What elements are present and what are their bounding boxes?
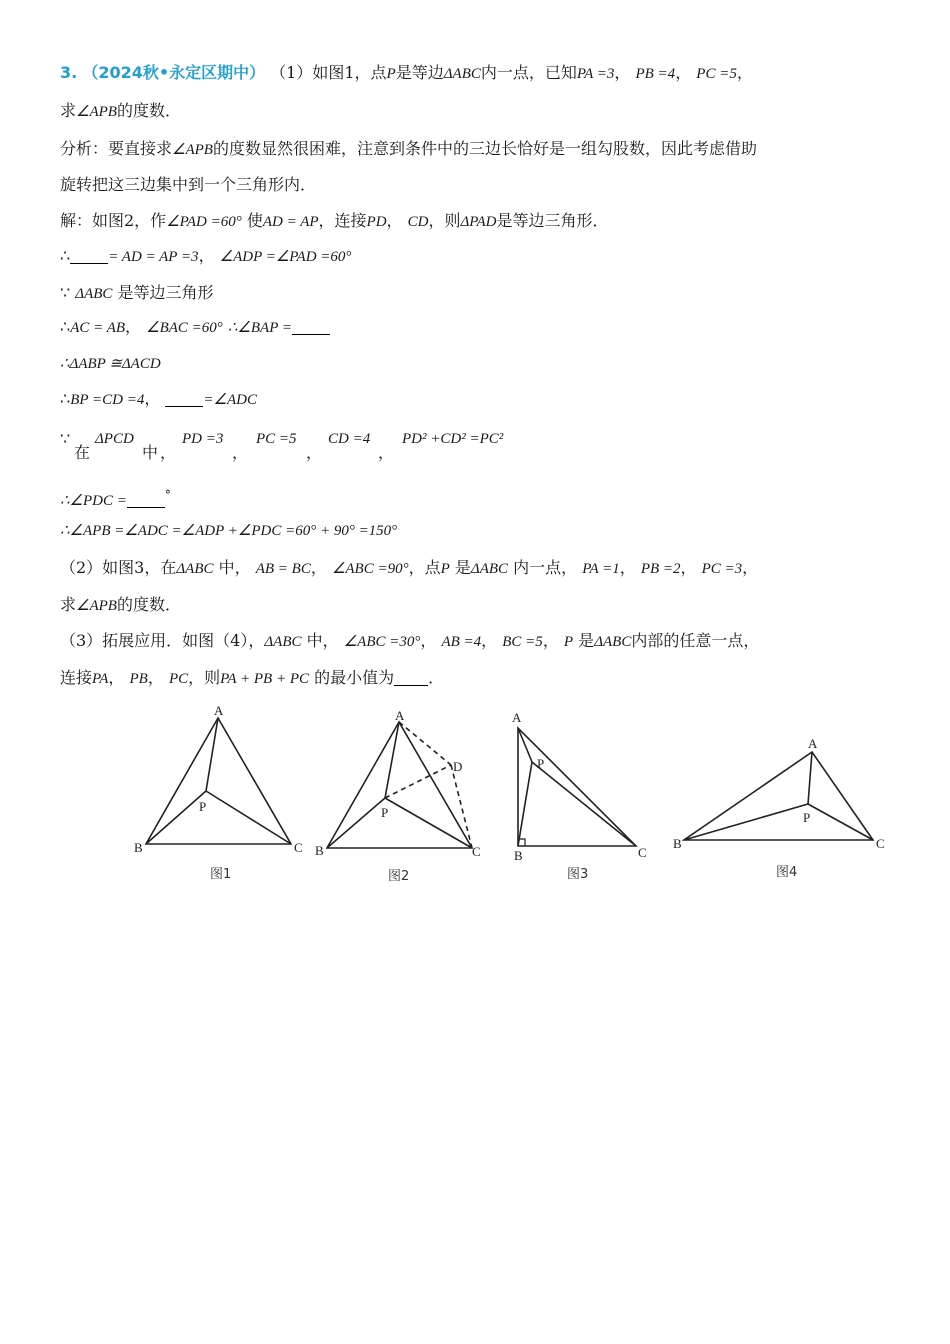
segment-pb: PB bbox=[129, 671, 148, 687]
fig1-label-b: B bbox=[134, 840, 143, 855]
point-p: P bbox=[563, 634, 574, 650]
triangle-abc: ΔABC bbox=[443, 66, 481, 82]
text: 内一点， bbox=[513, 558, 578, 577]
fig3-label-b: B bbox=[514, 848, 523, 863]
part3-line-1: （3）拓展应用．如图（4），ΔABC 中， ∠ABC =30°， AB =4， BC =5， P 是ΔABC内部的任意一点， bbox=[60, 631, 760, 650]
text: 是 bbox=[454, 558, 471, 577]
fig3-label-p: P bbox=[537, 756, 545, 771]
angle-pad: ∠PAD =60° bbox=[166, 214, 242, 230]
analysis-line-2 bbox=[60, 174, 316, 196]
figure-3 bbox=[518, 728, 636, 846]
fig1-segment-pc bbox=[206, 791, 291, 844]
fig2-label-d: D bbox=[453, 759, 463, 774]
text: ，连接 bbox=[318, 211, 367, 230]
pc-value: PC =5 bbox=[696, 66, 737, 82]
text: ，则 bbox=[428, 211, 461, 230]
text: 使 bbox=[246, 211, 263, 230]
problem-number: 3. bbox=[60, 63, 78, 82]
triangle-pcd: ΔPCD bbox=[95, 431, 134, 447]
text: 求 bbox=[60, 595, 77, 614]
fig4-segment-pb bbox=[684, 804, 811, 840]
fig2-segment-dc bbox=[451, 765, 472, 848]
because-symbol: ∵ bbox=[60, 429, 71, 448]
figure-1 bbox=[146, 718, 291, 844]
text: 中， bbox=[306, 631, 339, 650]
text: 是等边 bbox=[395, 63, 444, 82]
part2-intro: （2）如图3，在 bbox=[60, 558, 177, 577]
text: 求 bbox=[60, 101, 77, 120]
triangle-abc: ΔABC bbox=[264, 634, 302, 650]
step-8 bbox=[60, 519, 397, 542]
pa-value: PA =1 bbox=[582, 561, 620, 577]
point-p: P bbox=[386, 66, 396, 82]
equation: ∠BAC =60° bbox=[146, 320, 223, 336]
pb-value: PB =2 bbox=[640, 561, 681, 577]
fig2-segment-pb bbox=[327, 798, 385, 848]
sum-expression: PA + PB + PC bbox=[220, 671, 309, 687]
fig2-segment-ad bbox=[399, 722, 451, 765]
pythagorean-equation: PD² +CD² =PC² bbox=[402, 431, 504, 447]
text: ，点 bbox=[408, 558, 441, 577]
blank-1[interactable] bbox=[70, 247, 108, 264]
pb-value: PB =4 bbox=[635, 66, 676, 82]
text: 中， bbox=[218, 558, 251, 577]
angle-apb: ∠APB bbox=[76, 598, 117, 614]
therefore-symbol: ∴ bbox=[60, 246, 71, 265]
figure-2 bbox=[327, 722, 472, 848]
fig3-label-a: A bbox=[512, 710, 522, 725]
fig2-label-p: P bbox=[381, 805, 389, 820]
fig3-label-c: C bbox=[638, 845, 647, 860]
equation: ∠ABC =30° bbox=[343, 634, 421, 650]
fig2-label-b: B bbox=[315, 843, 324, 858]
equation: AB = BC bbox=[255, 561, 311, 577]
blank-3[interactable] bbox=[165, 390, 203, 407]
fig3-segment-pb bbox=[518, 762, 532, 846]
text: 的度数． bbox=[116, 595, 181, 614]
analysis-line-1 bbox=[60, 138, 757, 161]
fig3-segment-pc bbox=[532, 762, 636, 846]
equation: CD =4 bbox=[328, 431, 371, 447]
angle-apb: ∠APB bbox=[76, 104, 117, 120]
triangle-pad: ΔPAD bbox=[460, 214, 497, 230]
text: ． bbox=[428, 668, 445, 687]
blank-5[interactable] bbox=[394, 669, 428, 686]
equation: = AD = AP =3 bbox=[108, 249, 199, 265]
segment-pd: PD bbox=[366, 214, 387, 230]
text: 内一点，已知 bbox=[480, 63, 577, 82]
problem-line-1: 3. （2024秋•永定区期中） （1）如图1，点P是等边ΔABC内一点，已知PA =3， PB =4， PC =5， bbox=[60, 63, 753, 82]
segment-pc: PC bbox=[168, 671, 189, 687]
because-symbol: ∵ bbox=[60, 283, 71, 302]
segment-pa: PA bbox=[92, 671, 109, 687]
problem-line-2 bbox=[60, 100, 181, 123]
fig4-caption: 图4 bbox=[776, 865, 798, 880]
fig4-segment-pa bbox=[808, 752, 812, 804]
step-3: ∴AC = AB， ∠BAC =60° ∴∠BAP = bbox=[60, 316, 330, 339]
segment-cd: CD bbox=[407, 214, 429, 230]
equation: ∴∠APB =∠ADC =∠ADP +∠PDC =60° + 90° =150° bbox=[60, 523, 398, 539]
pc-value: PC =3 bbox=[701, 561, 743, 577]
fig1-caption: 图1 bbox=[210, 867, 232, 882]
text: 中 bbox=[142, 443, 159, 462]
comma: ， bbox=[306, 443, 323, 462]
text: 的度数显然很困难，注意到条件中的三边长恰好是一组勾股数，因此考虑借助 bbox=[212, 139, 757, 158]
equation: PC =5 bbox=[256, 431, 297, 447]
point-p: P bbox=[440, 561, 450, 577]
part3-intro: （3）拓展应用．如图（4）， bbox=[60, 631, 265, 650]
degree-symbol: ° bbox=[164, 488, 171, 502]
triangle-abc: ΔABC bbox=[594, 634, 632, 650]
text: 旋转把这三边集中到一个三角形内． bbox=[60, 175, 317, 194]
fig4-label-c: C bbox=[876, 836, 885, 851]
blank-4[interactable] bbox=[127, 491, 165, 508]
angle-apb: ∠APB bbox=[172, 142, 213, 158]
fig2-segment-pc bbox=[385, 798, 472, 848]
text: 解：如图2，作 bbox=[60, 211, 167, 230]
fig4-label-b: B bbox=[673, 836, 682, 851]
equation: AC = AB bbox=[70, 320, 126, 336]
text: 分析：要直接求 bbox=[60, 139, 173, 158]
step-4 bbox=[60, 352, 161, 375]
equation: PD =3 bbox=[182, 431, 224, 447]
ad-ap: AD = AP bbox=[262, 214, 319, 230]
fig1-label-a: A bbox=[214, 703, 224, 718]
comma: ， bbox=[160, 443, 177, 462]
text: 的最小值为 bbox=[314, 668, 395, 687]
equation: ∴∠BAP = bbox=[227, 320, 292, 336]
triangle-abc: ΔABC bbox=[470, 561, 509, 577]
equation: =∠ADC bbox=[203, 392, 257, 408]
bc-value: BC =5 bbox=[502, 634, 543, 650]
problem-source: （2024秋•永定区期中） bbox=[82, 63, 266, 82]
fig2-segment-pd bbox=[385, 765, 451, 798]
step-1: ∴ = AD = AP =3， ∠ADP =∠PAD =60° bbox=[60, 246, 352, 265]
equation: ∠ADP =∠PAD =60° bbox=[219, 249, 352, 265]
text: 是等边三角形． bbox=[496, 211, 609, 230]
step-5: ∴BP =CD =4， =∠ADC bbox=[60, 389, 257, 408]
text: 是等边三角形 bbox=[117, 283, 214, 302]
equation: BP =CD =4 bbox=[70, 392, 145, 408]
fig4-label-a: A bbox=[808, 736, 818, 751]
equation: ∴∠PDC = bbox=[60, 493, 127, 509]
text: 的度数． bbox=[116, 101, 181, 120]
part3-line-2: 连接PA， PB， PC，则PA + PB + PC 的最小值为 ． bbox=[60, 668, 445, 687]
fig2-caption: 图2 bbox=[388, 869, 410, 884]
comma: ， bbox=[232, 443, 249, 462]
text: ，则 bbox=[188, 668, 221, 687]
solution-line-1: 解：如图2，作∠PAD =60° 使AD = AP，连接PD， CD，则ΔPAD是等边三角形． bbox=[60, 211, 609, 230]
blank-2[interactable] bbox=[292, 318, 330, 335]
pa-value: PA =3 bbox=[576, 66, 615, 82]
fig3-caption: 图3 bbox=[567, 867, 589, 882]
step-2 bbox=[60, 282, 214, 305]
equation: ∠ABC =90° bbox=[331, 561, 409, 577]
text: 是 bbox=[578, 631, 595, 650]
fig4-label-p: P bbox=[803, 810, 811, 825]
text: 在 bbox=[74, 443, 91, 462]
ab-value: AB =4 bbox=[441, 634, 482, 650]
part2-line-2 bbox=[60, 594, 181, 617]
fig2-label-a: A bbox=[395, 708, 405, 723]
figure-4 bbox=[684, 752, 873, 840]
fig1-label-c: C bbox=[294, 840, 303, 855]
text: 内部的任意一点， bbox=[631, 631, 760, 650]
part2-line-1: （2）如图3，在ΔABC 中， AB = BC， ∠ABC =90°，点P 是ΔABC 内一点， PA =1， PB =2， PC =3， bbox=[60, 558, 759, 577]
step-7 bbox=[60, 484, 171, 512]
fig2-label-c: C bbox=[472, 844, 481, 859]
fig3-segment-pa bbox=[518, 728, 532, 762]
triangle-abc: ΔABC bbox=[75, 286, 113, 302]
part1-intro: （1）如图1，点 bbox=[270, 63, 387, 82]
fig3-triangle-abc bbox=[518, 728, 636, 846]
fig1-segment-pb bbox=[146, 791, 206, 844]
congruence: ∴ΔABP ≅ΔACD bbox=[60, 356, 161, 372]
text: 连接 bbox=[60, 668, 93, 687]
triangle-abc: ΔABC bbox=[176, 561, 214, 577]
figures bbox=[0, 700, 950, 890]
comma: ， bbox=[378, 443, 395, 462]
fig4-triangle-abc bbox=[684, 752, 873, 840]
fig1-label-p: P bbox=[199, 799, 207, 814]
fig4-segment-pc bbox=[808, 804, 873, 840]
